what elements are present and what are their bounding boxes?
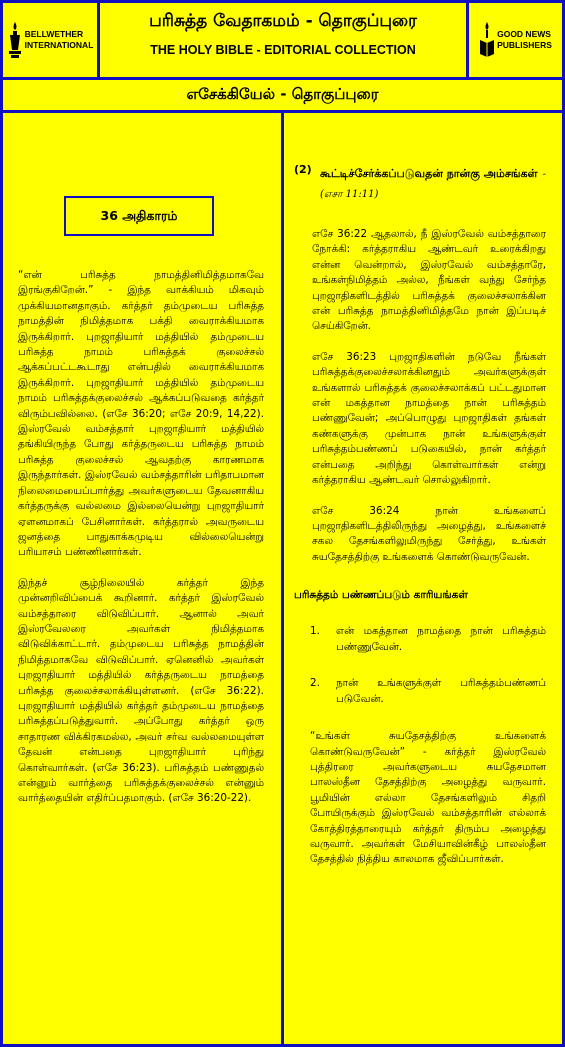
right-paragraph-3: எசே 36:24 நான் உங்களைப் புறஜாதிகளிடத்திலிருந்து அழைத்து, உங்களைச் சகல தேசங்களிலுமிருந்து சேர்த்து, உங்கள் சுயதேசத்திற்கு உங்களைக் கொண்டுவருவேன். <box>312 504 546 563</box>
left-logo-line1: BELLWETHER <box>24 29 84 39</box>
list-item-text: நான் உங்களுக்குள் பரிசுத்தம்பண்ணப் படுவேன். <box>336 677 546 706</box>
right-paragraph-4: “உங்கள் சுயதேசத்திற்கு உங்களைக் கொண்டுவருவேன்” - கர்த்தர் இஸ்ரவேல் புத்திரரை அவர்களுடைய சுயதேசமான பாலஸ்தீன தேசத்திற்கு அழைத்து வருவார். பூமியின் எல்லா தேசங்களிலும் சிதறி போயிருக்கும் இஸ்ரவேல் வம்சத்தாரின் எல்லாக் கோத்திரத்தாரையும் கர்த்தர் திரும்ப அழைத்து வருவார். அவர்கள் மேசியாவின்கீழ் பாலஸ்தீன தேசத்தில் நித்திய காலமாக ஜீவிப்பார்கள். <box>310 730 546 866</box>
right-column-text <box>294 162 546 868</box>
left-logo-line2: INTERNATIONAL <box>24 40 94 50</box>
right-logo-frame <box>466 0 565 80</box>
good-news-logo <box>479 20 552 60</box>
right-paragraph-2: எசே 36:23 புறஜாதிகளின் நடுவே நீங்கள் பரிசுத்தக்குலைச்சலாக்கினதும் அவர்களுக்குள் உங்களால் பரிசுத்தக் குலைச்சலாக்கப் பட்டதுமான என் மகத்தான நாமத்தை நான் பரிசுத்தம் பண்ணுவேன்; அப்பொழுது புறஜாதிகள் தங்கள் கண்களுக்கு முன்பாக நான் உங்களுக்குள் பரிசுத்தம்பண்ணப் படுகையில், நான் கர்த்தர் என்பதை அறிந்து கொள்வார்கள் என்று கர்த்தராகிய ஆண்டவர் சொல்லுகிறார். <box>312 350 546 487</box>
header-title-tamil: பரிசுத்த வேதாகமம் - தொகுப்புரை <box>149 11 417 31</box>
header-title-english: THE HOLY BIBLE - EDITORIAL COLLECTION <box>150 43 416 57</box>
subheading: பரிசுத்தம் பண்ணப்படும் காரியங்கள் <box>294 589 468 602</box>
section-title: கூட்டிச்சேர்க்கப்படுவதன் நான்கு அம்சங்கள் <box>320 167 538 180</box>
section-reference: - (எசா 11:11) <box>320 169 546 200</box>
right-logo-line2: PUBLISHERS <box>497 40 552 50</box>
book-title-bar <box>0 77 565 113</box>
points-list <box>294 623 546 707</box>
list-item <box>310 675 546 707</box>
right-logo-line1: GOOD NEWS <box>497 29 551 39</box>
book-title: எசேக்கியேல் - தொகுப்புரை <box>186 85 379 103</box>
list-item-number: 1. <box>310 625 320 638</box>
list-item-text: என் மகத்தான நாமத்தை நான் பரிசுத்தம் பண்ணுவேன். <box>336 625 546 654</box>
section-heading <box>294 162 546 201</box>
right-paragraph-1: எசே 36:22 ஆதலால், நீ இஸ்ரவேல் வம்சத்தாரை நோக்கி: கர்த்தராகிய ஆண்டவர் உரைக்கிறது என்ன வென்றால், இஸ்ரவேல் வம்சத்தாரே, உங்கள்நிமித்தம் அல்ல, நீங்கள் வந்து சேர்ந்த புறஜாதிகளிடத்தில் பரிசுத்தக் குலைச்சலாக்கின என் பரிசுத்த நாமத்தினிமித்தமே நான் இப்படிச் செய்கிறேன். <box>312 228 546 333</box>
bellwether-lamp-icon <box>7 20 23 60</box>
left-paragraph-1: “என் பரிசுத்த நாமத்தினிமித்தமாகவே இரங்குகிறேன்.” - இந்த வாக்கியம் மிகவும் முக்கியமானதாகும். கர்த்தர் தம்முடைய பரிசுத்த நாமத்தின் நிமித்தமாக பக்தி வைராக்கியமாக இருக்கிறார். புறஜாதியார் மத்தியில் தம்முடைய பரிசுத்த நாமம் பரிசுத்தக் குலைச்சல் ஆக்கப்பட்டகூடாது என்பதில் வைராக்கியமாக இருக்கிறார். புறஜாதியார் மத்தியில் தம்முடைய நாமம் பரிசுத்தக்குலைச்சல் ஆக்கப்படுவதை கர்த்தர் விரும்பவில்லை. (எசே 36:20; எசே 20:9, 14,22). இஸ்ரவேல் வம்சத்தார் புறஜாதியார் மத்தியில் தங்கியிருந்த போது கர்த்தருடைய பரிசுத்த நாமம் பரிசுத்த குலைச்சல் ஆவதற்கு காரணமாக இருந்தார்கள். இஸ்ரவேல் வம்சத்தாரின் பரிதாபமான நிலைமையைப்பார்த்து அவர்களுடைய தேவனாகிய கர்த்தருக்கு வல்லமை இல்லையென்று புறஜாதியார் ஏளனமாகப் பேசினார்கள். கர்த்தரால் அவருடைய ஜனத்தை பாதுகாக்கமுடிய வில்லையென்று பரியாசம் பண்ணினார்கள். <box>18 269 264 559</box>
chapter-heading: 36 அதிகாரம் <box>64 196 214 236</box>
list-item-number: 2. <box>310 677 320 690</box>
bellwether-logo <box>7 20 94 60</box>
list-item <box>310 623 546 655</box>
left-paragraph-2: இந்தச் சூழ்நிலையில் கர்த்தர் இந்த முன்னறிவிப்பைக் கூறினார். கர்த்தர் இஸ்ரவேல் வம்சத்தாரை விடுவிப்பார். ஆனால் அவர் இஸ்ரவேலரை அவர்கள் நிமித்தமாக விடுவிக்காட்டார். தம்முடைய பரிசுத்த நாமத்தின் நிமித்தமாகவே விடுவிப்பார். ஏனெனில் அவர்கள் புறஜாதியார் மத்தியில் கர்த்தருடைய நாமத்தை பரிசுத்த குலைச்சலாக்கியுள்ளனர். (எசே 36:22). புறஜாதியார் மத்தியில் கர்த்தர் தம்முடைய நாமத்தை பரிசுத்தப்படுத்துவார். அப்போது கர்த்தர் ஒரு சாதாரண விக்கிரகமல்ல, அவர் சர்வ வல்லமையுள்ள தேவன் என்பதை புறஜாதியார் புரிந்து கொள்வார்கள். (எசே 36:23). பரிசுத்தம் பண்ணுதல் என்னும் வார்த்தை பரிசுத்தக்குலைச்சல் என்னும் வார்த்தையின் எதிர்ப்பதமாகும். (எசே 36:20-22). <box>18 576 264 805</box>
left-logo-frame <box>0 0 100 80</box>
left-column-text <box>18 268 264 807</box>
right-scripture-block <box>294 227 546 565</box>
header-title-frame <box>97 0 469 80</box>
book-lamp-icon <box>479 20 495 60</box>
section-number: (2) <box>294 163 312 176</box>
